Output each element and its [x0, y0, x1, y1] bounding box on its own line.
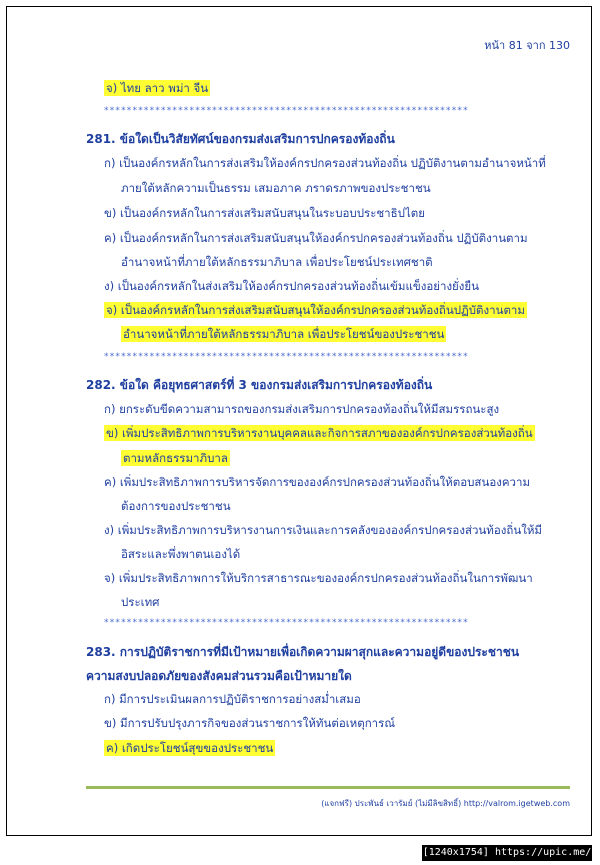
q282-option-c: ค) เพิ่มประสิทธิภาพการบริหารจัดการขององค์กรปกครองส่วนท้องถิ่นให้ตอบสนองความ [104, 475, 531, 489]
question-282-title: 282. ข้อใด คือยุทธศาสตร์ที่ 3 ของกรมส่งเสริมการปกครองท้องถิ่น [86, 378, 433, 392]
q281-option-a-cont: ภายใต้หลักความเป็นธรรม เสมอภาค ภราดรภาพของประชาชน [121, 181, 431, 195]
separator: **************************************************************** [104, 352, 469, 362]
q281-option-c-cont: อำนาจหน้าที่ภายใต้หลักธรรมาภิบาล เพื่อประโยชน์ประเทศชาติ [121, 255, 433, 269]
q283-option-a: ก) มีการประเมินผลการปฏิบัติราชการอย่างสม่ำเสมอ [104, 692, 361, 706]
question-281-title: 281. ข้อใดเป็นวิสัยทัศน์ของกรมส่งเสริมการปกครองท้องถิ่น [86, 132, 395, 146]
q282-option-b: ข) เพิ่มประสิทธิภาพการบริหารงานบุคคลและกิจการสภาขององค์กรปกครองส่วนท้องถิ่น [106, 426, 533, 440]
q282-option-b-cont: ตามหลักธรรมาภิบาล [123, 451, 228, 465]
prev-answer: จ) ไทย ลาว พม่า จีน [106, 81, 209, 95]
q282-option-e-cont: ประเทศ [121, 595, 160, 609]
q281-option-b: ข) เป็นองค์กรหลักในการส่งเสริมสนับสนุนในระบอบประชาธิปไตย [104, 206, 425, 220]
separator: **************************************************************** [104, 106, 469, 116]
q281-option-e: จ) เป็นองค์กรหลักในการส่งเสริมสนับสนุนให้องค์กรปกครองส่วนท้องถิ่นปฏิบัติงานตาม [106, 303, 525, 317]
footer-rule [86, 786, 570, 789]
q282-option-d-cont: อิสระและพึ่งพาตนเองได้ [121, 547, 241, 561]
q282-option-e: จ) เพิ่มประสิทธิภาพการให้บริการสาธารณะขององค์กรปกครองส่วนท้องถิ่นในการพัฒนา [104, 571, 533, 585]
q283-option-c: ค) เกิดประโยชน์สุขของประชาชน [106, 741, 274, 755]
q281-option-a: ก) เป็นองค์กรหลักในการส่งเสริมให้องค์กรปกครองส่วนท้องถิ่น ปฏิบัติงานตามอำนาจหน้าที่ [104, 156, 546, 170]
question-283-title: 283. การปฏิบัติราชการที่มีเป้าหมายเพื่อเกิดความผาสุกและความอยู่ดีของประชาชน [86, 645, 520, 659]
q282-option-c-cont: ต้องการของประชาชน [121, 499, 231, 513]
footer-credit: (แจกฟรี) ประพันธ์ เวารัมย์ (ไม่มีลิขสิทธิ์) http://valrom.igetweb.com [321, 799, 570, 808]
q282-option-d: ง) เพิ่มประสิทธิภาพการบริหารงานการเงินและการคลังขององค์กรปกครองส่วนท้องถิ่นให้มี [104, 523, 542, 537]
question-283-title-cont: ความสงบปลอดภัยของสังคมส่วนรวมคือเป้าหมายใด [86, 669, 352, 683]
separator: **************************************************************** [104, 618, 469, 628]
q281-option-e-cont: อำนาจหน้าที่ภายใต้หลักธรรมาภิบาล เพื่อประโยชน์ของประชาชน [123, 327, 445, 341]
q283-option-b: ข) มีการปรับปรุงภารกิจของส่วนราชการให้ทันต่อเหตุการณ์ [104, 716, 395, 730]
q281-option-c: ค) เป็นองค์กรหลักในการส่งเสริมสนับสนุนให้องค์กรปกครองส่วนท้องถิ่น ปฏิบัติงานตาม [104, 231, 528, 245]
image-watermark: [1240x1754] https://upic.me/ [422, 845, 592, 861]
page-number: หน้า 81 จาก 130 [484, 39, 570, 52]
q282-option-a: ก) ยกระดับขีดความสามารถของกรมส่งเสริมการปกครองท้องถิ่นให้มีสมรรถนะสูง [104, 402, 500, 416]
q281-option-d: ง) เป็นองค์กรหลักในส่งเสริมให้องค์กรปกครองส่วนท้องถิ่นเข้มแข็งอย่างยั่งยืน [104, 279, 480, 293]
